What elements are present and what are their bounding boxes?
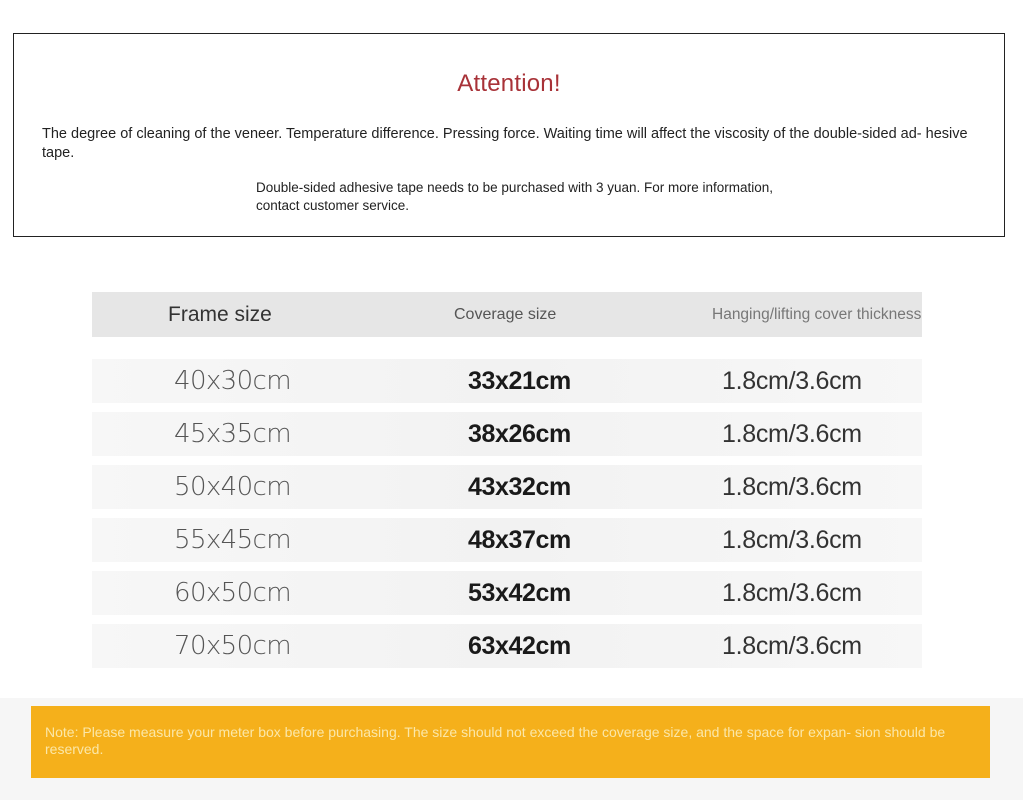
thickness-cell: 1.8cm/3.6cm <box>722 366 862 395</box>
thickness-cell: 1.8cm/3.6cm <box>722 578 862 607</box>
table-row <box>92 624 922 668</box>
frame-size-cell: 45x35cm <box>174 419 291 449</box>
table-row <box>92 359 922 403</box>
attention-paragraph-2: Double-sided adhesive tape needs to be purchased with 3 yuan. For more information, contact customer service. <box>256 180 774 213</box>
thickness-cell: 1.8cm/3.6cm <box>722 419 862 448</box>
frame-size-cell: 50x40cm <box>174 472 291 502</box>
table-body <box>92 359 922 668</box>
table-row <box>92 518 922 562</box>
size-table <box>92 292 922 677</box>
coverage-size-cell: 38x26cm <box>468 419 571 448</box>
header-thickness: Hanging/lifting cover thickness <box>712 306 922 323</box>
table-row <box>92 412 922 456</box>
table-header <box>92 292 922 337</box>
attention-paragraph-1: The degree of cleaning of the veneer. Temperature difference. Pressing force. Waiting time will affect the viscosity of the double-sided ad- hesive tape. <box>42 126 968 161</box>
coverage-size-cell: 33x21cm <box>468 366 571 395</box>
coverage-size-cell: 43x32cm <box>468 472 571 501</box>
header-coverage-size: Coverage size <box>454 305 557 323</box>
thickness-cell: 1.8cm/3.6cm <box>722 525 862 554</box>
thickness-cell: 1.8cm/3.6cm <box>722 631 862 660</box>
frame-size-cell: 40x30cm <box>174 366 291 396</box>
table-row <box>92 571 922 615</box>
table-row <box>92 465 922 509</box>
frame-size-cell: 70x50cm <box>174 631 291 661</box>
coverage-size-cell: 48x37cm <box>468 525 571 554</box>
frame-size-cell: 60x50cm <box>174 578 291 608</box>
attention-title: Attention! <box>457 70 561 97</box>
note-text: Note: Please measure your meter box before purchasing. The size should not exceed the coverage size, and the space for expan- sion should be reserved. <box>45 724 946 757</box>
frame-size-cell: 55x45cm <box>174 525 291 555</box>
thickness-cell: 1.8cm/3.6cm <box>722 472 862 501</box>
coverage-size-cell: 53x42cm <box>468 578 571 607</box>
coverage-size-cell: 63x42cm <box>468 631 571 660</box>
note-banner <box>31 706 990 778</box>
attention-box <box>13 33 1005 237</box>
header-frame-size: Frame size <box>168 302 272 326</box>
